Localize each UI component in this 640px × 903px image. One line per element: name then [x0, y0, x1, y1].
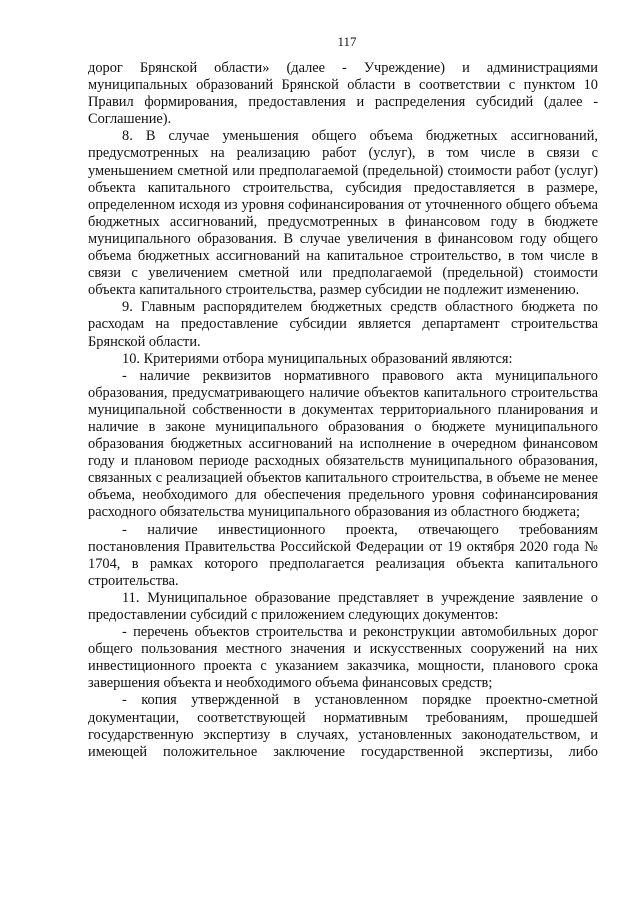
paragraph-document-1: - перечень объектов строительства и реконструкции автомобильных дорог общего пользования местного значения и искусственных сооружений на них инвестиционного проекта с указанием заказчика, мощности, планового срока завершения объекта и необходимого объема финансовых средств;	[88, 624, 598, 692]
paragraph-continuation: дорог Брянской области» (далее - Учреждение) и администрациями муниципальных образований Брянской области в соответствии с пунктом 10 Правил формирования, предоставления и распределения субсидий (далее - Соглашение).	[88, 60, 598, 128]
paragraph-criterion-1: - наличие реквизитов нормативного правового акта муниципального образования, предусматривающего наличие объектов капитального строительства муниципальной собственности в документах территориального планирования и наличие в законе муниципального образования о бюджете муниципального образования бюджетных ассигнований на исполнение в очередном финансовом году и плановом периоде расходных обязательств муниципального образования, связанных с реализацией объектов капитального строительства, в объеме не менее объема, необходимого для обеспечения предельного уровня софинансирования расходного обязательства муниципального образования из областного бюджета;	[88, 367, 598, 521]
paragraph-criterion-2: - наличие инвестиционного проекта, отвечающего требованиям постановления Правительства Российской Федерации от 19 октября 2020 года № 1704, в рамках которого предполагается реализация объекта капитального строительства.	[88, 521, 598, 589]
paragraph-item-11: 11. Муниципальное образование представляет в учреждение заявление о предоставлении субсидий с приложением следующих документов:	[88, 589, 598, 623]
paragraph-item-10: 10. Критериями отбора муниципальных образований являются:	[122, 350, 513, 367]
paragraph-item-9: 9. Главным распорядителем бюджетных средств областного бюджета по расходам на предоставление субсидии является департамент строительства Брянской области.	[88, 299, 598, 350]
paragraph-item-8: 8. В случае уменьшения общего объема бюджетных ассигнований, предусмотренных на реализацию работ (услуг), в том числе в связи с уменьшением сметной или предполагаемой (предельной) стоимости работ (услуг) объекта капитального строительства, субсидия предоставляется в размере, определенном исходя из уровня софинансирования от уточненного общего объема бюджетных ассигнований, предусмотренных в финансовом году в бюджете муниципального образования. В случае увеличения в финансовом году общего объема бюджетных ассигнований на капитальное строительство, в том числе в связи с увеличением сметной или предполагаемой (предельной) стоимости объекта капитального строительства, размер субсидии не подлежит изменению.	[88, 128, 598, 299]
paragraph-document-2: - копия утвержденной в установленном порядке проектно-сметной документации, соответствующей нормативным требованиям, прошедшей государственную экспертизу в случаях, установленных законодательством, и имеющей положительное заключение государственной экспертизы, либо	[88, 692, 598, 760]
page-number: 117	[337, 34, 357, 49]
